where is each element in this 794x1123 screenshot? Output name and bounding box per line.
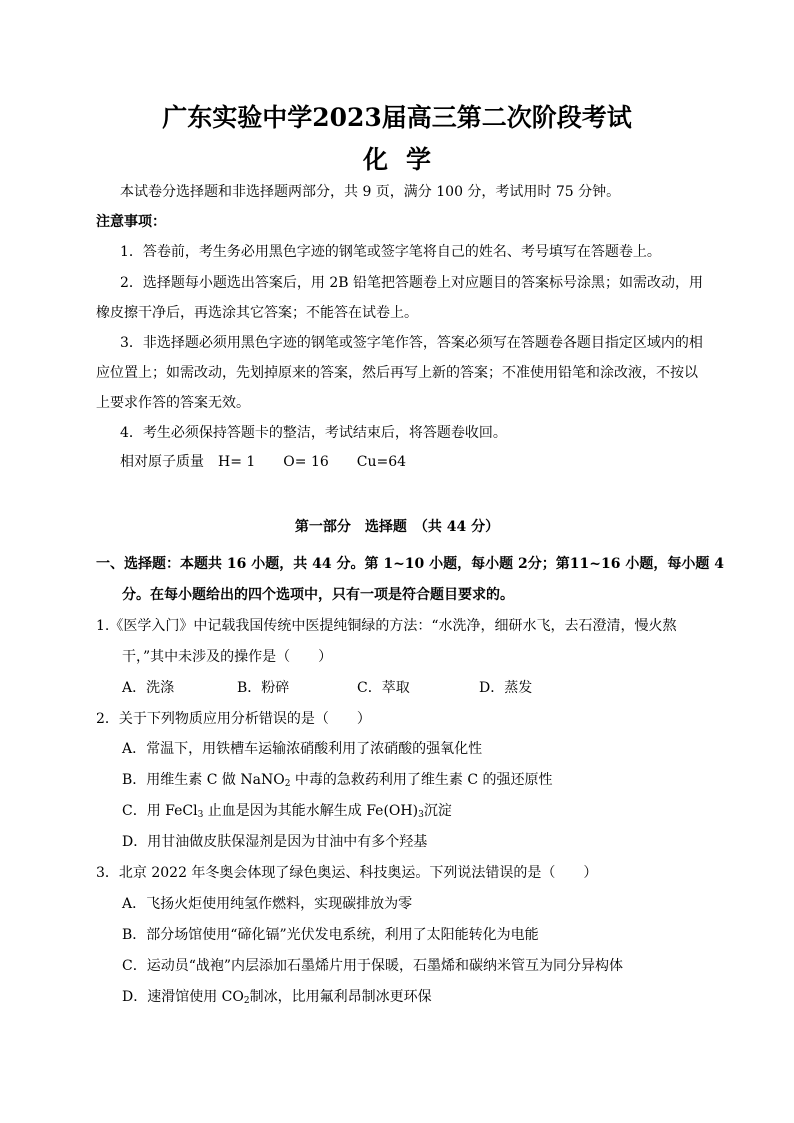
q1-stem-line-2: 干，”其中未涉及的操作是（ ）	[122, 649, 333, 665]
q3-option-d-text-1: D．速滑馆使用 CO	[122, 989, 244, 1005]
notes-heading: 注意事项：	[96, 214, 166, 230]
q3-option-d	[122, 987, 432, 1007]
q1-option-d: D．蒸发	[479, 680, 533, 696]
q1-options	[122, 678, 532, 698]
q3-option-d-text-2: 制冰，比用氟利昂制冰更环保	[249, 989, 432, 1005]
intro-text: 本试卷分选择题和非选择题两部分，共 9 页，满分 100 分，考试用时 75 分钟。	[120, 184, 621, 200]
q2-option-c-text-3: 沉淀	[423, 803, 452, 819]
q3-option-c: C．运动员“战袍”内层添加石墨烯片用于保暖，石墨烯和碳纳米管互为同分异构体	[122, 958, 624, 974]
q2-option-b	[122, 770, 552, 790]
part1-instructions-line-1: 一、选择题：本题共 16 小题，共 44 分。第 1~10 小题，每小题 2分；第11~16 小题，每小题 4	[96, 556, 724, 572]
q3-option-d-subscript: 2	[243, 996, 250, 1006]
note-1: 1．答卷前，考生务必用黑色字迹的钢笔或签字笔将自己的姓名、考号填写在答题卷上。	[120, 244, 661, 260]
q2-option-c-subscript-2: 3	[418, 810, 424, 820]
note-2-line-2: 橡皮擦干净后，再选涂其它答案；不能答在试卷上。	[96, 305, 418, 321]
q2-option-c	[122, 801, 452, 821]
q1-stem-line-1: 1.《医学入门》中记载我国传统中医提纯铜绿的方法：“水洗净，细研水飞，去石澄清，慢火熬	[96, 618, 677, 634]
q2-option-a: A．常温下，用铁槽车运输浓硝酸利用了浓硝酸的强氧化性	[122, 741, 483, 757]
exam-title: 广东实验中学2023届高三第二次阶段考试	[162, 103, 632, 132]
q2-option-b-subscript: 2	[284, 779, 291, 789]
q2-option-b-text-2: 中毒的急救药利用了维生素 C 的强还原性	[290, 772, 553, 788]
q2-option-c-subscript-1: 3	[197, 810, 204, 820]
q2-option-b-text-1: B．用维生素 C 做 NaNO	[122, 772, 285, 788]
q3-option-b: B．部分场馆使用“碲化镉”光伏发电系统，利用了太阳能转化为电能	[122, 927, 539, 943]
note-3-line-1: 3．非选择题必须用黑色字迹的钢笔或签字笔作答，答案必须写在答题卷各题目指定区域内的相	[120, 335, 703, 351]
part1-instructions-line-2: 分。在每小题给出的四个选项中，只有一项是符合题目要求的。	[122, 587, 514, 603]
q1-option-a: A．洗涤	[122, 680, 175, 696]
q2-stem: 2．关于下列物质应用分析错误的是（ ）	[96, 711, 371, 727]
q2-option-d: D．用甘油做皮肤保湿剂是因为甘油中有多个羟基	[122, 834, 428, 850]
note-3-line-2: 应位置上；如需改动，先划掉原来的答案，然后再写上新的答案；不准使用铅笔和涂改液，不按以	[96, 365, 698, 381]
note-2-line-1: 2．选择题每小题选出答案后，用 2B 铅笔把答题卷上对应题目的答案标号涂黑；如需改动，用	[120, 275, 704, 291]
atomic-masses: 相对原子质量 H= 1 O= 16 Cu=64	[120, 454, 407, 470]
note-4: 4．考生必须保持答题卡的整洁，考试结束后，将答题卷收回。	[120, 425, 507, 441]
q3-stem: 3．北京 2022 年冬奥会体现了绿色奥运、科技奥运。下列说法错误的是（ ）	[96, 865, 598, 881]
q2-option-c-text-1: C．用 FeCl	[122, 803, 198, 819]
note-3-line-3: 上要求作答的答案无效。	[96, 395, 250, 411]
part1-heading: 第一部分 选择题 （共 44 分）	[294, 519, 500, 535]
q3-option-a: A．飞扬火炬使用纯氢作燃料，实现碳排放为零	[122, 896, 413, 912]
subject-title: 化学	[362, 145, 449, 174]
q2-option-c-text-2: 止血是因为其能水解生成 Fe(OH)	[203, 803, 419, 819]
q1-option-b: B．粉碎	[237, 680, 290, 696]
q1-option-c: C．萃取	[357, 680, 410, 696]
